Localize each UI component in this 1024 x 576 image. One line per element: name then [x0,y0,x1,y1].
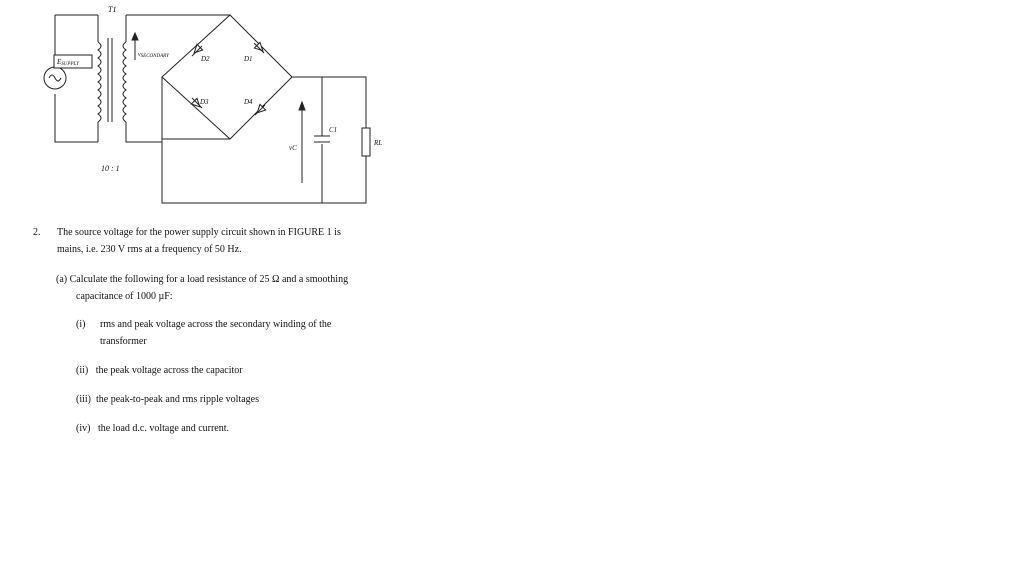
ac-wave-icon [49,75,61,81]
d3-label: D3 [200,98,209,106]
d4-label: D4 [244,98,253,106]
bridge-wire [162,15,292,139]
c1-label: C1 [329,126,338,134]
item-iii [76,391,259,408]
transformer-label: T1 [108,5,117,14]
item-i-text-line1: rms and peak voltage across the secondary winding of the [100,319,332,330]
item-iv [76,420,229,437]
capacitor-c1-icon [314,136,330,142]
item-iii-label: (iii) [76,394,91,405]
transformer-core [108,38,112,122]
secondary-coil-icon [123,42,126,122]
item-i-text-line2: transformer [100,336,147,347]
resistor-rl-icon [362,128,370,156]
item-iv-text: the load d.c. voltage and current. [97,423,230,434]
vc-label: vC [289,144,297,152]
part-a-line1: (a) Calculate the following for a load resistance of 25 Ω and a smoothing [56,274,349,285]
circuit-diagram [0,0,420,215]
part-a-line2: capacitance of 1000 µF: [76,291,173,302]
secondary-label: vSECONDARY [138,52,169,59]
d1-label: D1 [244,55,253,63]
item-iii-text: the peak-to-peak and rms ripple voltages [96,394,259,405]
item-ii-text: the peak voltage across the capacitor [95,365,243,376]
question-stem-line1: The source voltage for the power supply circuit shown in FIGURE 1 is [57,227,341,238]
supply-label: ESUPPLY [57,58,79,67]
item-i-label: (i) [76,319,86,330]
item-iv-label: (iv) [76,423,91,434]
primary-wire [55,15,98,142]
d2-label: D2 [201,55,210,63]
item-ii-label: (ii) [76,365,89,376]
question-number: 2. [33,227,41,238]
output-wire [162,77,366,203]
ratio-label: 10 : 1 [101,164,120,173]
primary-coil-icon [98,42,101,122]
item-ii [76,362,243,379]
question-stem-line2: mains, i.e. 230 V rms at a frequency of 50 Hz. [57,244,242,255]
diode-d4-icon [254,104,265,115]
diode-d1-icon [254,42,266,53]
rl-label: RL [374,139,383,147]
